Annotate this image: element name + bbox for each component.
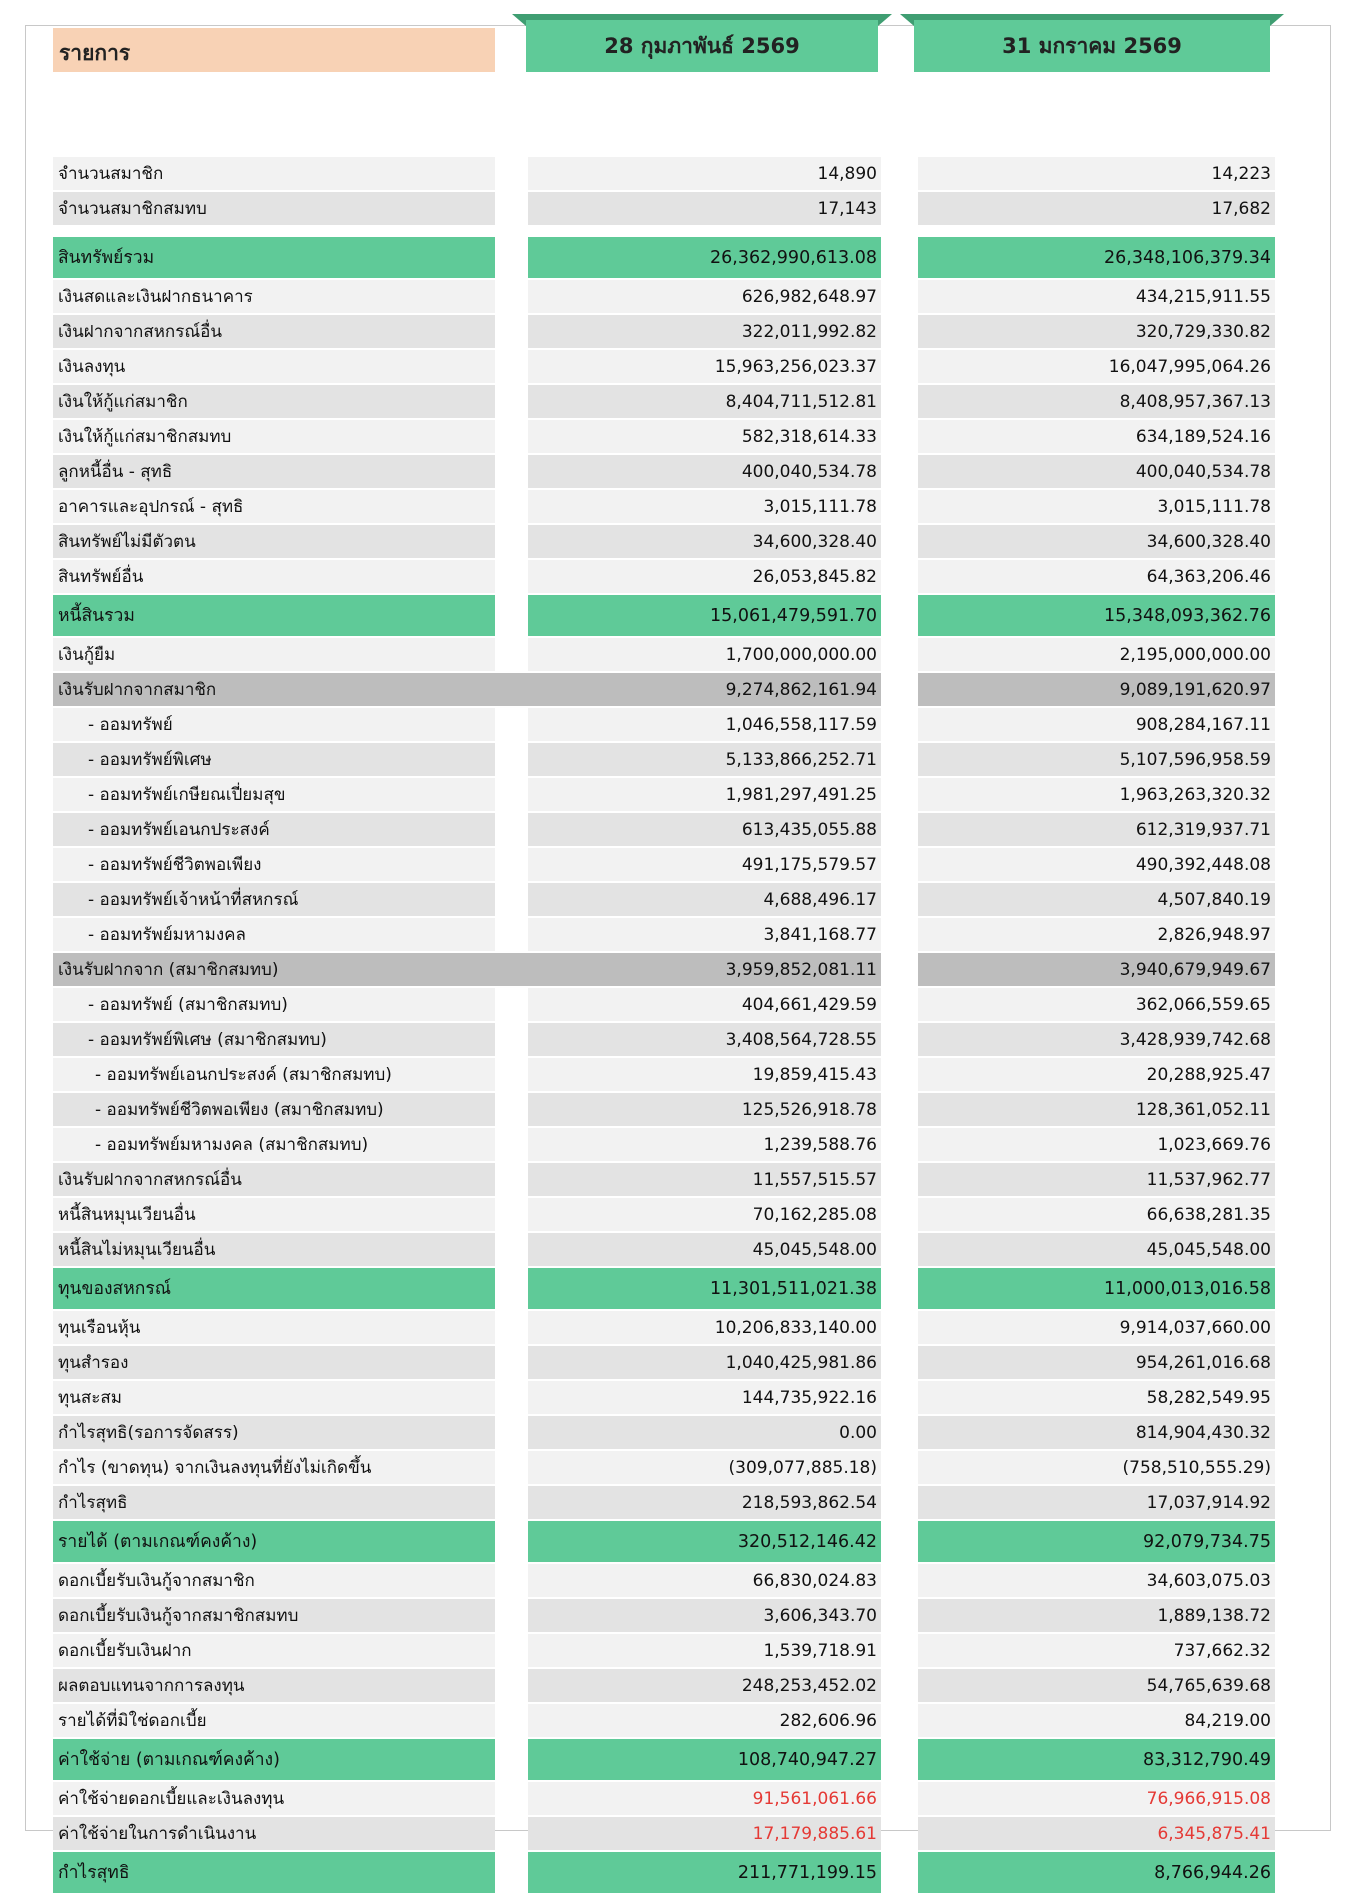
row-value-current: 66,830,024.83 [528, 1564, 881, 1597]
row-value-current: 1,046,558,117.59 [528, 708, 881, 741]
row-value-previous: 737,662.32 [918, 1634, 1275, 1667]
row-value-current: 3,606,343.70 [528, 1599, 881, 1632]
row-value-current: 626,982,648.97 [528, 280, 881, 313]
row-value-previous: 17,682 [918, 192, 1275, 225]
row-value-previous: 9,914,037,660.00 [918, 1311, 1275, 1344]
row-label: - ออมทรัพย์ชีวิตพอเพียง (สมาชิกสมทบ) [53, 1093, 495, 1126]
row-label: กำไรสุทธิ(รอการจัดสรร) [53, 1416, 495, 1449]
row-value-previous: 34,600,328.40 [918, 525, 1275, 558]
row-value-current: 19,859,415.43 [528, 1058, 881, 1091]
row-value-previous: 4,507,840.19 [918, 883, 1275, 916]
row-value-previous: 54,765,639.68 [918, 1669, 1275, 1702]
row-value-current: 5,133,866,252.71 [528, 743, 881, 776]
row-value-current: 320,512,146.42 [528, 1521, 881, 1562]
row-value-current: 404,661,429.59 [528, 988, 881, 1021]
table-row [53, 385, 1275, 420]
row-value-previous: (758,510,555.29) [918, 1451, 1275, 1484]
table-row [53, 1669, 1275, 1704]
table-row [53, 1233, 1275, 1268]
table-row [53, 455, 1275, 490]
table-row [53, 315, 1275, 350]
row-value-current: 211,771,199.15 [528, 1852, 881, 1893]
row-value-current: (309,077,885.18) [528, 1451, 881, 1484]
table-row [53, 883, 1275, 918]
table-row [53, 918, 1275, 953]
table-row [53, 1486, 1275, 1521]
row-value-previous: 6,345,875.41 [918, 1817, 1275, 1850]
row-value-previous: 2,826,948.97 [918, 918, 1275, 951]
row-value-current: 70,162,285.08 [528, 1198, 881, 1231]
row-label: - ออมทรัพย์พิเศษ (สมาชิกสมทบ) [53, 1023, 495, 1056]
table-row [53, 743, 1275, 778]
row-value-previous: 76,966,915.08 [918, 1782, 1275, 1815]
table-row [53, 350, 1275, 385]
row-label: - ออมทรัพย์เจ้าหน้าที่สหกรณ์ [53, 883, 495, 916]
table-row [53, 813, 1275, 848]
row-value-previous: 320,729,330.82 [918, 315, 1275, 348]
table-row-total [53, 1739, 1275, 1782]
row-value-current: 322,011,992.82 [528, 315, 881, 348]
row-value-current: 26,053,845.82 [528, 560, 881, 593]
row-value-current: 14,890 [528, 157, 881, 190]
table-row [53, 1311, 1275, 1346]
table-row [53, 1634, 1275, 1669]
financial-table [53, 157, 1275, 1895]
row-value-previous: 66,638,281.35 [918, 1198, 1275, 1231]
row-value-current: 17,143 [528, 192, 881, 225]
row-label: ลูกหนี้อื่น - สุทธิ [53, 455, 495, 488]
row-value-current: 613,435,055.88 [528, 813, 881, 846]
row-value-current: 582,318,614.33 [528, 420, 881, 453]
row-label: ดอกเบี้ยรับเงินกู้จากสมาชิก [53, 1564, 495, 1597]
table-row [53, 280, 1275, 315]
header-date-col2 [900, 14, 1284, 72]
row-label: - ออมทรัพย์เอนกประสงค์ [53, 813, 495, 846]
row-label: ทุนสำรอง [53, 1346, 495, 1379]
row-value-current: 15,061,479,591.70 [528, 595, 881, 636]
row-value-previous: 612,319,937.71 [918, 813, 1275, 846]
row-value-current: 1,981,297,491.25 [528, 778, 881, 811]
row-label: - ออมทรัพย์มหามงคล [53, 918, 495, 951]
table-row [53, 778, 1275, 813]
row-value-previous: 16,047,995,064.26 [918, 350, 1275, 383]
row-label: - ออมทรัพย์ (สมาชิกสมทบ) [53, 988, 495, 1021]
row-value-current: 10,206,833,140.00 [528, 1311, 881, 1344]
row-label: - ออมทรัพย์เกษียณเปี่ยมสุข [53, 778, 495, 811]
header-label-cell: รายการ [53, 28, 495, 72]
table-row [53, 708, 1275, 743]
row-value-current: 3,841,168.77 [528, 918, 881, 951]
row-value-previous: 92,079,734.75 [918, 1521, 1275, 1562]
row-value-current: 11,301,511,021.38 [528, 1268, 881, 1309]
table-row [53, 1381, 1275, 1416]
row-value-previous: 814,904,430.32 [918, 1416, 1275, 1449]
row-label: เงินรับฝากจากสมาชิก [53, 673, 496, 706]
row-label: ค่าใช้จ่ายดอกเบี้ยและเงินลงทุน [53, 1782, 495, 1815]
row-value-current: 15,963,256,023.37 [528, 350, 881, 383]
row-value-previous: 128,361,052.11 [918, 1093, 1275, 1126]
table-row-total [53, 1268, 1275, 1311]
row-value-previous: 634,189,524.16 [918, 420, 1275, 453]
row-value-previous: 490,392,448.08 [918, 848, 1275, 881]
table-row [53, 1782, 1275, 1817]
table-row [53, 1451, 1275, 1486]
row-value-current: 108,740,947.27 [528, 1739, 881, 1780]
row-value-previous: 400,040,534.78 [918, 455, 1275, 488]
row-value-current: 17,179,885.61 [528, 1817, 881, 1850]
row-label: ทุนสะสม [53, 1381, 495, 1414]
row-value-previous: 434,215,911.55 [918, 280, 1275, 313]
row-value-previous: 15,348,093,362.76 [918, 595, 1275, 636]
table-row [53, 560, 1275, 595]
row-value-previous: 26,348,106,379.34 [918, 237, 1275, 278]
row-value-previous: 83,312,790.49 [918, 1739, 1275, 1780]
row-value-current: 248,253,452.02 [528, 1669, 881, 1702]
row-value-current: 0.00 [528, 1416, 881, 1449]
row-value-previous: 3,015,111.78 [918, 490, 1275, 523]
table-row [53, 1564, 1275, 1599]
row-label: หนี้สินไม่หมุนเวียนอื่น [53, 1233, 495, 1266]
header-date-text-1: 28 กุมภาพันธ์ 2569 [604, 34, 800, 58]
table-row [53, 1416, 1275, 1451]
row-label: จำนวนสมาชิก [53, 157, 495, 190]
row-label: ทุนของสหกรณ์ [53, 1268, 495, 1309]
row-label: เงินให้กู้แก่สมาชิกสมทบ [53, 420, 495, 453]
row-label: เงินลงทุน [53, 350, 495, 383]
table-row [53, 988, 1275, 1023]
row-label: เงินให้กู้แก่สมาชิก [53, 385, 495, 418]
table-row [53, 1346, 1275, 1381]
row-label: สินทรัพย์ไม่มีตัวตน [53, 525, 495, 558]
table-row [53, 1128, 1275, 1163]
row-label: ค่าใช้จ่าย (ตามเกณฑ์คงค้าง) [53, 1739, 495, 1780]
table-row [53, 638, 1275, 673]
row-value-previous: 84,219.00 [918, 1704, 1275, 1737]
row-value-previous: 1,023,669.76 [918, 1128, 1275, 1161]
row-value-previous: 8,766,944.26 [918, 1852, 1275, 1893]
row-value-current: 3,959,852,081.11 [495, 953, 881, 986]
table-row [53, 525, 1275, 560]
row-label: ผลตอบแทนจากการลงทุน [53, 1669, 495, 1702]
row-label: - ออมทรัพย์พิเศษ [53, 743, 495, 776]
row-label: รายได้ (ตามเกณฑ์คงค้าง) [53, 1521, 495, 1562]
row-value-current: 1,700,000,000.00 [528, 638, 881, 671]
row-label: - ออมทรัพย์มหามงคล (สมาชิกสมทบ) [53, 1128, 495, 1161]
row-value-previous: 14,223 [918, 157, 1275, 190]
table-row [53, 1704, 1275, 1739]
row-value-current: 4,688,496.17 [528, 883, 881, 916]
row-value-previous: 362,066,559.65 [918, 988, 1275, 1021]
row-value-current: 9,274,862,161.94 [495, 673, 881, 706]
row-label: สินทรัพย์อื่น [53, 560, 495, 593]
row-value-current: 282,606.96 [528, 1704, 881, 1737]
row-value-current: 1,539,718.91 [528, 1634, 881, 1667]
row-value-previous: 20,288,925.47 [918, 1058, 1275, 1091]
table-row-total [53, 595, 1275, 638]
row-label: กำไร (ขาดทุน) จากเงินลงทุนที่ยังไม่เกิดขึ้น [53, 1451, 495, 1484]
table-row-group [53, 673, 1275, 708]
row-label: ค่าใช้จ่ายในการดำเนินงาน [53, 1817, 495, 1850]
row-label: สินทรัพย์รวม [53, 237, 495, 278]
row-value-current: 125,526,918.78 [528, 1093, 881, 1126]
row-value-current: 26,362,990,613.08 [528, 237, 881, 278]
row-value-previous: 17,037,914.92 [918, 1486, 1275, 1519]
table-row [53, 420, 1275, 455]
table-row [53, 1599, 1275, 1634]
row-value-current: 400,040,534.78 [528, 455, 881, 488]
row-value-previous: 34,603,075.03 [918, 1564, 1275, 1597]
row-value-previous: 5,107,596,958.59 [918, 743, 1275, 776]
row-value-previous: 11,537,962.77 [918, 1163, 1275, 1196]
row-value-current: 91,561,061.66 [528, 1782, 881, 1815]
row-value-current: 3,408,564,728.55 [528, 1023, 881, 1056]
row-value-current: 45,045,548.00 [528, 1233, 881, 1266]
row-label: รายได้ที่มิใช่ดอกเบี้ย [53, 1704, 495, 1737]
table-row [53, 1198, 1275, 1233]
row-label: ดอกเบี้ยรับเงินกู้จากสมาชิกสมทบ [53, 1599, 495, 1632]
row-label: จำนวนสมาชิกสมทบ [53, 192, 495, 225]
table-row [53, 1058, 1275, 1093]
row-label: เงินสดและเงินฝากธนาคาร [53, 280, 495, 313]
row-value-previous: 3,940,679,949.67 [918, 953, 1275, 986]
row-value-current: 3,015,111.78 [528, 490, 881, 523]
row-value-previous: 3,428,939,742.68 [918, 1023, 1275, 1056]
row-label: เงินฝากจากสหกรณ์อื่น [53, 315, 495, 348]
row-value-current: 1,239,588.76 [528, 1128, 881, 1161]
table-row [53, 192, 1275, 227]
row-value-current: 218,593,862.54 [528, 1486, 881, 1519]
table-row-total [53, 1521, 1275, 1564]
row-label: ทุนเรือนหุ้น [53, 1311, 495, 1344]
header-date-text-2: 31 มกราคม 2569 [1002, 34, 1182, 58]
row-label: - ออมทรัพย์เอนกประสงค์ (สมาชิกสมทบ) [53, 1058, 495, 1091]
table-row [53, 1093, 1275, 1128]
row-label: เงินกู้ยืม [53, 638, 495, 671]
row-value-current: 144,735,922.16 [528, 1381, 881, 1414]
row-value-previous: 9,089,191,620.97 [918, 673, 1275, 706]
row-value-previous: 8,408,957,367.13 [918, 385, 1275, 418]
row-label: เงินรับฝากจากสหกรณ์อื่น [53, 1163, 495, 1196]
row-label: อาคารและอุปกรณ์ - สุทธิ [53, 490, 495, 523]
row-value-previous: 954,261,016.68 [918, 1346, 1275, 1379]
row-value-previous: 11,000,013,016.58 [918, 1268, 1275, 1309]
table-row [53, 157, 1275, 192]
row-value-previous: 64,363,206.46 [918, 560, 1275, 593]
row-label: หนี้สินหมุนเวียนอื่น [53, 1198, 495, 1231]
row-value-previous: 2,195,000,000.00 [918, 638, 1275, 671]
table-row [53, 490, 1275, 525]
row-label: เงินรับฝากจาก (สมาชิกสมทบ) [53, 953, 496, 986]
row-value-previous: 1,963,263,320.32 [918, 778, 1275, 811]
row-value-previous: 908,284,167.11 [918, 708, 1275, 741]
table-row [53, 848, 1275, 883]
row-label: ดอกเบี้ยรับเงินฝาก [53, 1634, 495, 1667]
row-value-previous: 1,889,138.72 [918, 1599, 1275, 1632]
row-label: - ออมทรัพย์ [53, 708, 495, 741]
row-value-current: 11,557,515.57 [528, 1163, 881, 1196]
row-value-previous: 45,045,548.00 [918, 1233, 1275, 1266]
row-label: กำไรสุทธิ [53, 1486, 495, 1519]
row-label: กำไรสุทธิ [53, 1852, 495, 1893]
table-row-group [53, 953, 1275, 988]
row-label: หนี้สินรวม [53, 595, 495, 636]
row-value-previous: 58,282,549.95 [918, 1381, 1275, 1414]
row-value-current: 491,175,579.57 [528, 848, 881, 881]
table-row [53, 1817, 1275, 1852]
row-label: - ออมทรัพย์ชีวิตพอเพียง [53, 848, 495, 881]
table-row-total [53, 237, 1275, 280]
table-row [53, 1023, 1275, 1058]
row-value-current: 8,404,711,512.81 [528, 385, 881, 418]
table-row-total [53, 1852, 1275, 1895]
row-value-current: 1,040,425,981.86 [528, 1346, 881, 1379]
table-row [53, 1163, 1275, 1198]
row-value-current: 34,600,328.40 [528, 525, 881, 558]
header-date-col1 [512, 14, 892, 72]
